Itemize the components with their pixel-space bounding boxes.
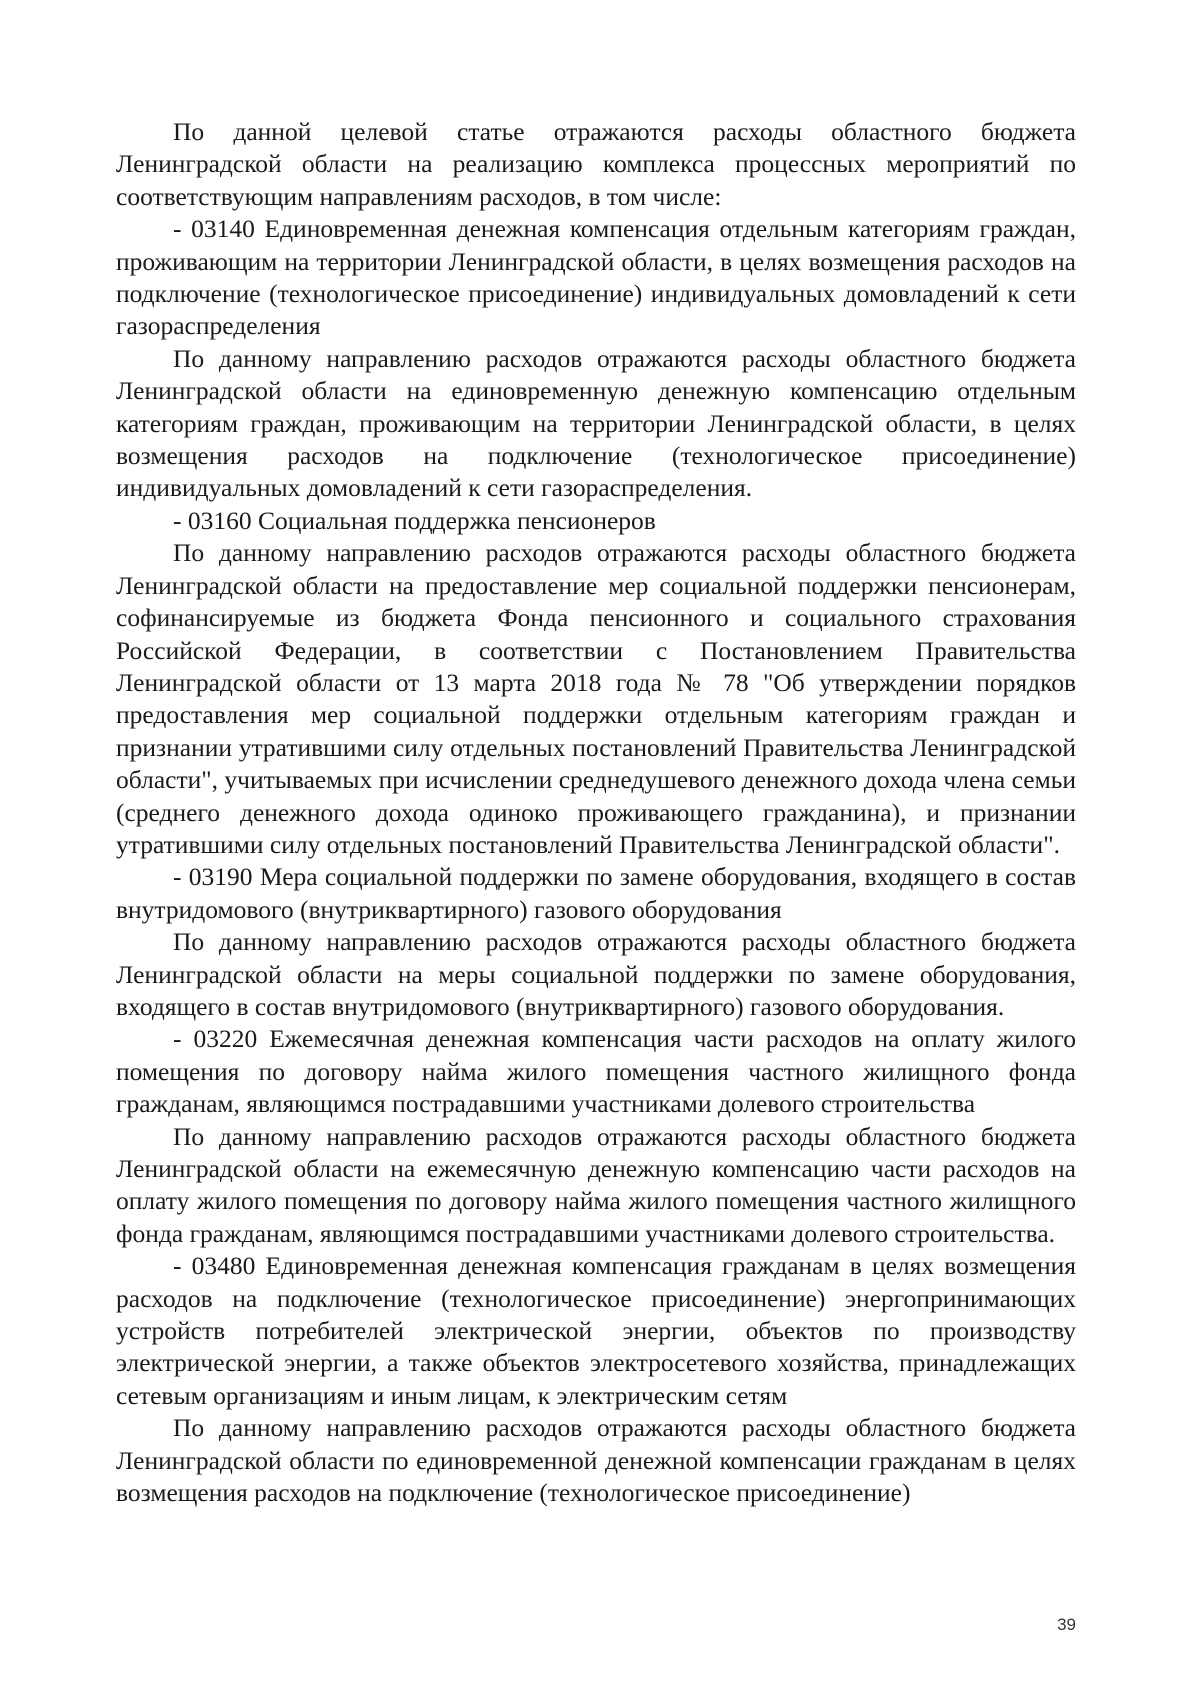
paragraph-03160-description: По данному направлению расходов отражаются расходы областного бюджета Ленинградской области на предоставление мер социальной поддержки пенсионерам, софинансируемые из бюджета Фонда пенсионного и социального страхования Российской Федерации, в соответствии с Постановлением Правительства Ленинградской области от 13 марта 2018 года № 78 "Об утверждении порядков предоставления мер социальной поддержки отдельным категориям граждан и признании утратившими силу отдельных постановлений Правительства Ленинградской области", учитываемых при исчислении среднедушевого денежного дохода члена семьи (среднего денежного дохода одиноко проживающего гражданина), и признании утратившими силу отдельных постановлений Правительства Ленинградской области". (116, 538, 1076, 859)
paragraph-item-03160: - 03160 Социальная поддержка пенсионеров (173, 505, 656, 535)
paragraph-03480-description: По данному направлению расходов отражаются расходы областного бюджета Ленинградской области по единовременной денежной компенсации гражданам в целях возмещения расходов на подключение (технологическое присоединение) (116, 1413, 1076, 1508)
paragraph-intro: По данной целевой статье отражаются расходы областного бюджета Ленинградской области на реализацию комплекса процессных мероприятий по соответствующим направлениям расходов, в том числе: (116, 117, 1076, 211)
paragraph-03190-description: По данному направлению расходов отражаются расходы областного бюджета Ленинградской области на меры социальной поддержки по замене оборудования, входящего в состав внутридомового (внутриквартирного) газового оборудования. (116, 927, 1076, 1021)
paragraph-item-03220: - 03220 Ежемесячная денежная компенсация части расходов на оплату жилого помещения по договору найма жилого помещения частного жилищного фонда гражданам, являющимся пострадавшими участниками долевого строительства (116, 1024, 1076, 1119)
paragraph-item-03480: - 03480 Единовременная денежная компенсация гражданам в целях возмещения расходов на подключение (технологическое присоединение) энергопринимающих устройств потребителей электрической энергии, объектов по производству электрической энергии, а также объектов электросетевого хозяйства, принадлежащих сетевым организациям и иным лицам, к электрическим сетям (116, 1251, 1076, 1410)
paragraph-03220-description: По данному направлению расходов отражаются расходы областного бюджета Ленинградской области на ежемесячную денежную компенсацию части расходов на оплату жилого помещения по договору найма жилого помещения частного жилищного фонда гражданам, являющимся пострадавшими участниками долевого строительства. (116, 1121, 1076, 1248)
paragraph-item-03190: - 03190 Мера социальной поддержки по замене оборудования, входящего в состав внутридомового (внутриквартирного) газового оборудования (116, 862, 1076, 924)
paragraph-item-03140: - 03140 Единовременная денежная компенсация отдельным категориям граждан, проживающим на территории Ленинградской области, в целях возмещения расходов на подключение (технологическое присоединение) индивидуальных домовладений к сети газораспределения (116, 214, 1076, 341)
paragraph-03140-description: По данному направлению расходов отражаются расходы областного бюджета Ленинградской области на единовременную денежную компенсацию отдельным категориям граждан, проживающим на территории Ленинградской области, в целях возмещения расходов на подключение (технологическое присоединение) индивидуальных домовладений к сети газораспределения. (116, 343, 1076, 503)
document-body (116, 116, 1076, 1509)
page-number: 39 (1057, 1615, 1076, 1634)
